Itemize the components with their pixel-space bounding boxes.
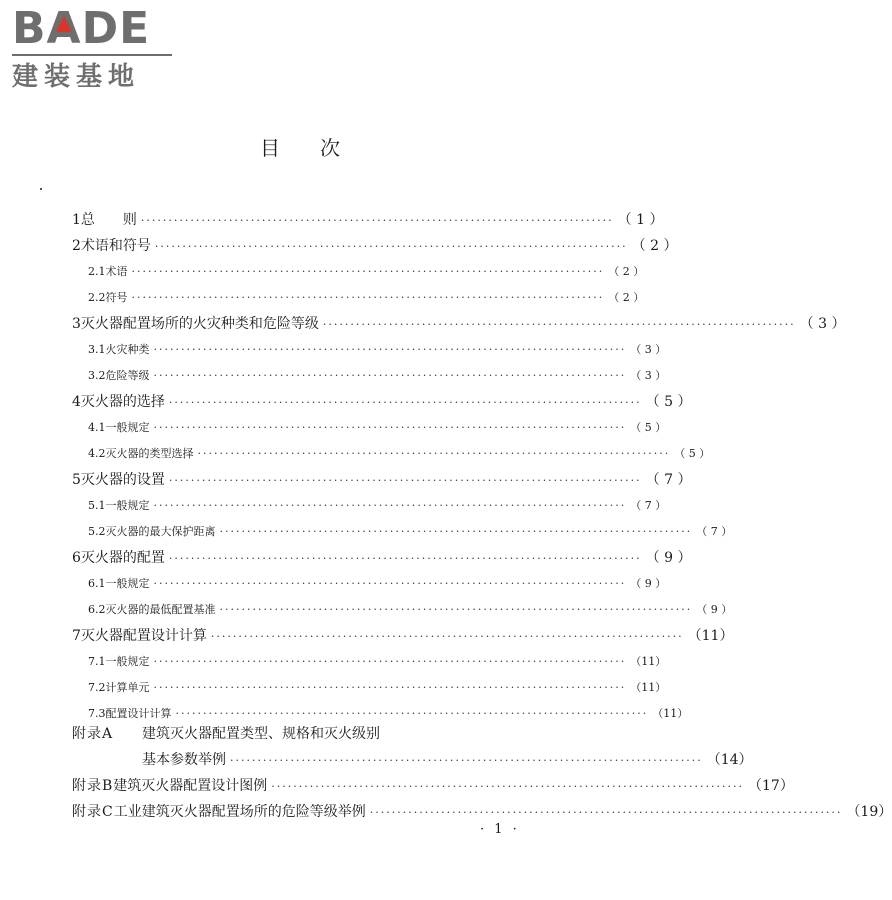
dot-leader: ······················································································ — [271, 780, 745, 793]
logo-a-glyph: A — [46, 3, 82, 54]
toc-entry-label: 灭火器的类型选择 — [105, 447, 194, 460]
toc-entry — [88, 494, 667, 518]
toc-entry-label: 总 则 — [80, 212, 137, 228]
toc-entry-appendix — [72, 800, 892, 824]
toc-entry-label: 术语 — [105, 265, 128, 278]
logo-divider — [12, 54, 172, 56]
toc-entry-page: （ 2 ） — [631, 238, 678, 254]
toc-entry-number: 7.2 — [88, 681, 106, 694]
dot-leader: ······················································································ — [153, 343, 627, 356]
dot-leader: ······················································································ — [153, 577, 627, 590]
dot-leader: ······················································································ — [153, 499, 627, 512]
toc-entry-page: （ 3 ） — [630, 369, 667, 382]
toc-entry-page: （ 9 ） — [696, 603, 733, 616]
toc-entry — [88, 442, 711, 466]
toc-entry-label: 危险等级 — [105, 369, 150, 382]
toc-entry-number: 6.2 — [88, 603, 106, 616]
toc-entry-continuation — [142, 748, 753, 772]
page-number: · 1 · — [480, 822, 520, 837]
toc-entry-page: （14） — [706, 752, 753, 768]
toc-entry-page: （11） — [687, 628, 734, 644]
toc-entry-number: 3.1 — [88, 343, 106, 356]
toc-entry-label: 一般规定 — [105, 421, 150, 434]
toc-entry-page: （19） — [846, 804, 892, 820]
toc-entry-page: （11） — [630, 681, 667, 694]
toc-entry-label: 火灾种类 — [105, 343, 150, 356]
toc-entry-page: （ 7 ） — [630, 499, 667, 512]
toc-entry-number: 3.2 — [88, 369, 106, 382]
toc-entry — [88, 598, 733, 622]
toc-entry-number: 附录B — [72, 778, 114, 794]
dot-leader: ······················································································ — [131, 265, 605, 278]
scan-speck — [40, 188, 42, 190]
toc-entry-number: 4.1 — [88, 421, 106, 434]
toc-entry-label: 灭火器的最大保护距离 — [105, 525, 216, 538]
toc-entry — [88, 520, 733, 544]
toc-entry-number: 2.2 — [88, 291, 106, 304]
logo-letters-de: DE — [81, 3, 151, 54]
logo-letters-b: B — [12, 3, 47, 54]
toc-entry-label: 灭火器的选择 — [80, 394, 165, 410]
toc-entry-number: 附录C — [72, 804, 114, 820]
toc-entry-label: 符号 — [105, 291, 128, 304]
toc-entry-number: 2 — [72, 238, 81, 254]
toc-entry — [88, 286, 645, 310]
toc-entry-number: 5.1 — [88, 499, 106, 512]
toc-entry-label: 灭火器的配置 — [80, 550, 165, 566]
toc-entry-number: 5.2 — [88, 525, 106, 538]
toc-entry-number: 4.2 — [88, 447, 106, 460]
toc-entry-number: 3 — [72, 316, 81, 332]
toc-entry-number: 附录A — [72, 726, 114, 742]
toc-entry — [88, 650, 667, 674]
toc-entry-page: （ 5 ） — [674, 447, 711, 460]
logo-chinese-text: 建装基地 — [12, 62, 141, 92]
dot-leader: ······················································································ — [168, 474, 642, 487]
toc-entry-page: （ 5 ） — [645, 394, 692, 410]
toc-entry-label: 建筑灭火器配置类型、规格和灭火级别 — [142, 726, 380, 742]
toc-entry-number: 5 — [72, 472, 81, 488]
toc-entry-page: （ 3 ） — [799, 316, 846, 332]
toc-entry-number: 6.1 — [88, 577, 106, 590]
dot-leader: ······················································································ — [140, 214, 614, 227]
toc-entry — [88, 338, 667, 362]
toc-entry-number: 7.1 — [88, 655, 106, 668]
toc-entry — [88, 416, 667, 440]
toc-entry — [72, 468, 692, 492]
toc-entry-label: 一般规定 — [105, 499, 150, 512]
toc-entry-page: （ 7 ） — [645, 472, 692, 488]
logo-letter-a — [46, 3, 82, 54]
toc-entry-page: （11） — [652, 707, 689, 720]
toc-entry — [72, 390, 692, 414]
dot-leader: ······················································································ — [153, 681, 627, 694]
dot-leader: ······················································································ — [168, 396, 642, 409]
toc-entry — [88, 260, 645, 284]
toc-entry-page: （ 2 ） — [608, 265, 645, 278]
toc-entry-number: 6 — [72, 550, 81, 566]
toc-entry-label: 灭火器配置设计计算 — [80, 628, 207, 644]
toc-entry-page: （ 7 ） — [696, 525, 733, 538]
toc-entry-appendix — [72, 774, 794, 798]
toc-entry-label: 一般规定 — [105, 577, 150, 590]
toc-entry-label: 灭火器的最低配置基准 — [105, 603, 216, 616]
dot-leader: ······················································································ — [230, 754, 703, 767]
toc-entry-page: （ 3 ） — [630, 343, 667, 356]
toc-entry-number: 7.3 — [88, 707, 106, 720]
toc-entry-label: 计算单元 — [105, 681, 150, 694]
toc-entry-page: （ 9 ） — [630, 577, 667, 590]
dot-leader: ······················································································ — [153, 655, 627, 668]
dot-leader: ······················································································ — [175, 707, 649, 720]
toc-entry-label: 工业建筑灭火器配置场所的危险等级举例 — [113, 804, 366, 820]
toc-entry-label: 灭火器配置场所的火灾种类和危险等级 — [80, 316, 319, 332]
toc-entry-appendix — [72, 722, 544, 746]
logo-wordmark — [12, 3, 182, 54]
page-title: 目次 — [260, 136, 380, 160]
toc-entry-label: 一般规定 — [105, 655, 150, 668]
toc-entry-number: 4 — [72, 394, 81, 410]
dot-leader: ······················································································ — [219, 525, 693, 538]
toc-entry — [72, 312, 846, 336]
toc-entry-page: （ 2 ） — [608, 291, 645, 304]
toc-entry-page: （11） — [630, 655, 667, 668]
toc-entry-number: 2.1 — [88, 265, 106, 278]
logo — [12, 3, 182, 94]
dot-leader: ······················································································ — [219, 603, 693, 616]
toc-entry-label: 基本参数举例 — [142, 752, 226, 768]
toc-entry-label: 灭火器的设置 — [80, 472, 165, 488]
toc-entry — [88, 572, 667, 596]
toc-entry — [72, 546, 692, 570]
dot-leader: ······················································································ — [154, 240, 628, 253]
toc-entry-label: 建筑灭火器配置设计图例 — [113, 778, 268, 794]
logo-triangle-icon — [56, 16, 72, 32]
dot-leader: ······················································································ — [322, 318, 796, 331]
toc-entry — [72, 234, 678, 258]
toc-entry-label: 配置设计计算 — [105, 707, 172, 720]
toc-entry-page: （17） — [748, 778, 794, 794]
toc-entry — [88, 364, 667, 388]
toc-entry-label: 术语和符号 — [80, 238, 151, 254]
toc-entry — [72, 624, 734, 648]
toc-entry-number: 7 — [72, 628, 81, 644]
toc-entry — [72, 208, 664, 232]
toc-entry-page: （ 1 ） — [617, 212, 664, 228]
dot-leader: ······················································································ — [369, 806, 843, 819]
dot-leader: ······················································································ — [168, 552, 642, 565]
toc-entry-page: （ 5 ） — [630, 421, 667, 434]
dot-leader: ······················································································ — [153, 369, 627, 382]
toc-entry-page: （ 9 ） — [645, 550, 692, 566]
dot-leader: ······················································································ — [197, 447, 671, 460]
toc-entry-number: 1 — [72, 212, 81, 228]
dot-leader: ······················································································ — [131, 291, 605, 304]
toc-entry — [88, 676, 667, 700]
dot-leader: ······················································································ — [153, 421, 627, 434]
dot-leader: ······················································································ — [210, 630, 684, 643]
